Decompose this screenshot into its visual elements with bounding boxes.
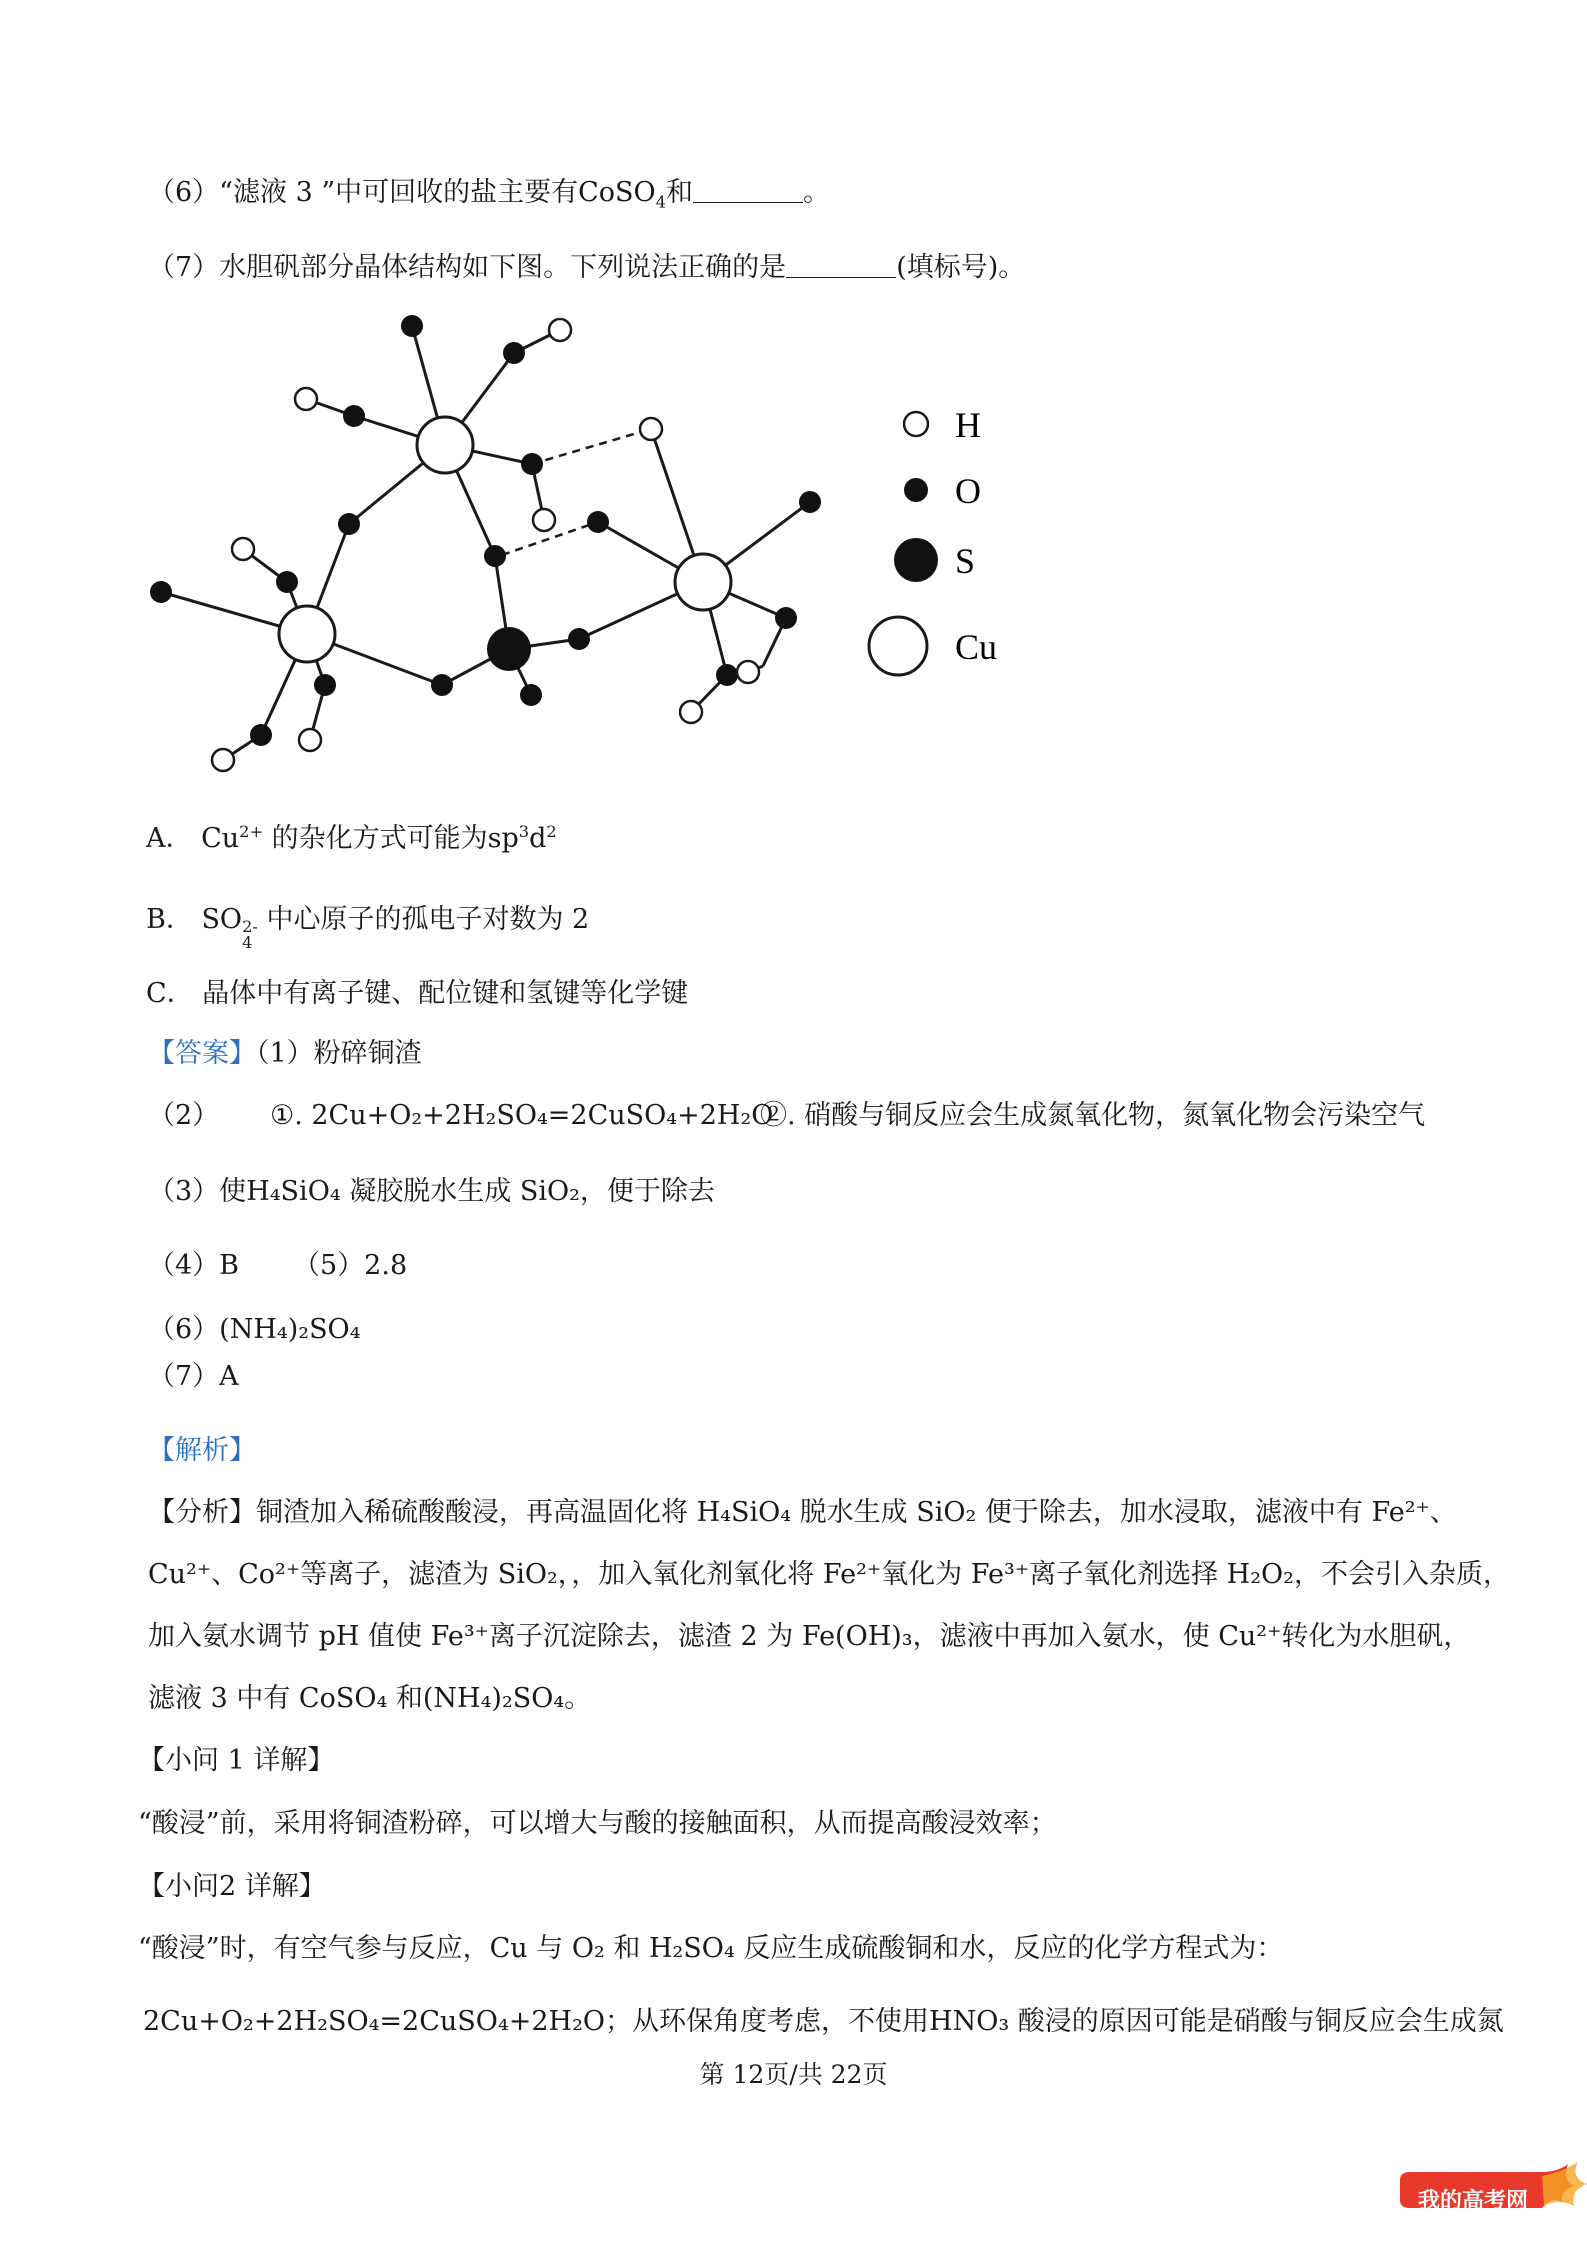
o-atom: [568, 628, 590, 650]
legend-cu-label: Cu: [955, 627, 998, 667]
legend-cu-marker: [869, 617, 927, 675]
s-atom: [487, 627, 531, 671]
option-b[interactable]: B． SO 2- 4 中心原子的孤电子对数为 2: [146, 904, 590, 953]
question-6: （6）“滤液 3 ”中可回收的盐主要有CoSO$_4$和 。: [148, 177, 830, 212]
answer-line-7: （7）A: [148, 1361, 239, 1392]
answer-line-6: （6）(NH₄)₂SO₄: [148, 1314, 361, 1345]
o-atom: [484, 545, 506, 567]
legend-o-label: O: [955, 471, 981, 511]
answer-line-2: （2）: [148, 1100, 220, 1131]
o-atoms: [150, 315, 821, 746]
o-atom: [343, 405, 365, 427]
answer-line-2-eq: ①. 2Cu+O₂+2H₂SO₄=2CuSO₄+2H₂O: [270, 1100, 774, 1131]
h-atom: [640, 418, 662, 440]
answer-line-4: （4）B: [148, 1250, 240, 1281]
cu-atom: [675, 554, 731, 610]
subquestion-2-text: “酸浸”时，有空气参与反应，Cu 与 O₂ 和 H₂SO₄ 反应生成硫酸铜和水，反应的化学方程式为：: [138, 1933, 1284, 1964]
o-atom: [520, 684, 542, 706]
o-atom: [314, 674, 336, 696]
h-atoms: [212, 319, 759, 771]
h-atom: [212, 749, 234, 771]
h-atom: [680, 701, 702, 723]
subquestion-1-text: “酸浸”前，采用将铜渣粉碎，可以增大与酸的接触面积，从而提高酸浸效率；: [138, 1808, 1057, 1839]
answer-blank[interactable]: [786, 251, 896, 278]
option-c[interactable]: C． 晶体中有离子键、配位键和氢键等化学键: [146, 978, 689, 1009]
logo-text: 我的高考网: [1418, 2189, 1529, 2214]
analysis-paragraph: Cu²⁺、Co²⁺等离子，滤渣为 SiO₂，，加入氧化剂氧化将 Fe²⁺氧化为 Fe³⁺离子氧化剂选择 H₂O₂，不会引入杂质，: [148, 1559, 1510, 1590]
h-atom: [232, 538, 254, 560]
answer-blank[interactable]: [693, 176, 803, 203]
answer-line-2-reason: ②. 硝酸与铜反应会生成氮氧化物，氮氧化物会污染空气: [760, 1100, 1426, 1131]
bonds: [161, 326, 810, 760]
question-7: （7）水胆矾部分晶体结构如下图。下列说法正确的是 (填标号)。: [148, 252, 1026, 283]
h-atom: [533, 509, 555, 531]
o-atom: [799, 491, 821, 513]
crystal-structure-figure: [140, 300, 1040, 785]
h-atom: [549, 319, 571, 341]
legend-h-marker: [904, 412, 928, 436]
o-atom: [150, 581, 172, 603]
o-atom: [775, 607, 797, 629]
h-atom: [295, 388, 317, 410]
o-atom: [503, 342, 525, 364]
analysis-tag: 【解析】: [148, 1435, 256, 1466]
answer-tag: 【答案】: [148, 1038, 256, 1069]
dotted-hydrogen-bonds: [502, 429, 651, 555]
analysis-paragraph: 【分析】铜渣加入稀硫酸酸浸，再高温固化将 H₄SiO₄ 脱水生成 SiO₂ 便于除去，加水浸取，滤液中有 Fe²⁺、: [148, 1497, 1457, 1528]
subquestion-1-title: 【小问 1 详解】: [138, 1745, 335, 1776]
legend-h-label: H: [955, 405, 981, 445]
h-atom: [737, 661, 759, 683]
analysis-paragraph: 滤液 3 中有 CoSO₄ 和(NH₄)₂SO₄。: [148, 1683, 592, 1714]
answer-line-3: （3）使H₄SiO₄ 凝胶脱水生成 SiO₂，便于除去: [148, 1176, 715, 1207]
answer-line-5: （5）2.8: [293, 1250, 408, 1281]
option-a[interactable]: A． $Cu^{2+}$ 的杂化方式可能为$sp^3d^2$: [146, 822, 557, 854]
o-atom: [250, 724, 272, 746]
legend-s-label: S: [955, 541, 976, 581]
site-logo[interactable]: [1392, 2162, 1587, 2232]
legend-s-marker: [894, 538, 938, 582]
legend: [869, 405, 997, 675]
subquestion-2-equation: 2Cu+O₂+2H₂SO₄=2CuSO₄+2H₂O；从环保角度考虑，不使用HNO₃ 酸浸的原因可能是硝酸与铜反应会生成氮: [143, 2006, 1504, 2037]
o-atom: [587, 511, 609, 533]
subquestion-2-title: 【小问2 详解】: [138, 1871, 326, 1902]
cu-atom: [417, 417, 473, 473]
analysis-paragraph: 加入氨水调节 pH 值使 Fe³⁺离子沉淀除去，滤渣 2 为 Fe(OH)₃，滤液中再加入氨水，使 Cu²⁺转化为水胆矾，: [148, 1621, 1471, 1652]
o-atom: [431, 674, 453, 696]
cu-atom: [279, 606, 335, 662]
page-number: 第 12页/共 22页: [699, 2060, 888, 2089]
legend-o-marker: [904, 478, 928, 502]
o-atom: [401, 315, 423, 337]
o-atom: [338, 513, 360, 535]
answer-line-1: 【答案】（1）粉碎铜渣: [148, 1038, 422, 1069]
o-atom: [521, 453, 543, 475]
h-atom: [299, 729, 321, 751]
o-atom: [716, 664, 738, 686]
o-atom: [276, 571, 298, 593]
